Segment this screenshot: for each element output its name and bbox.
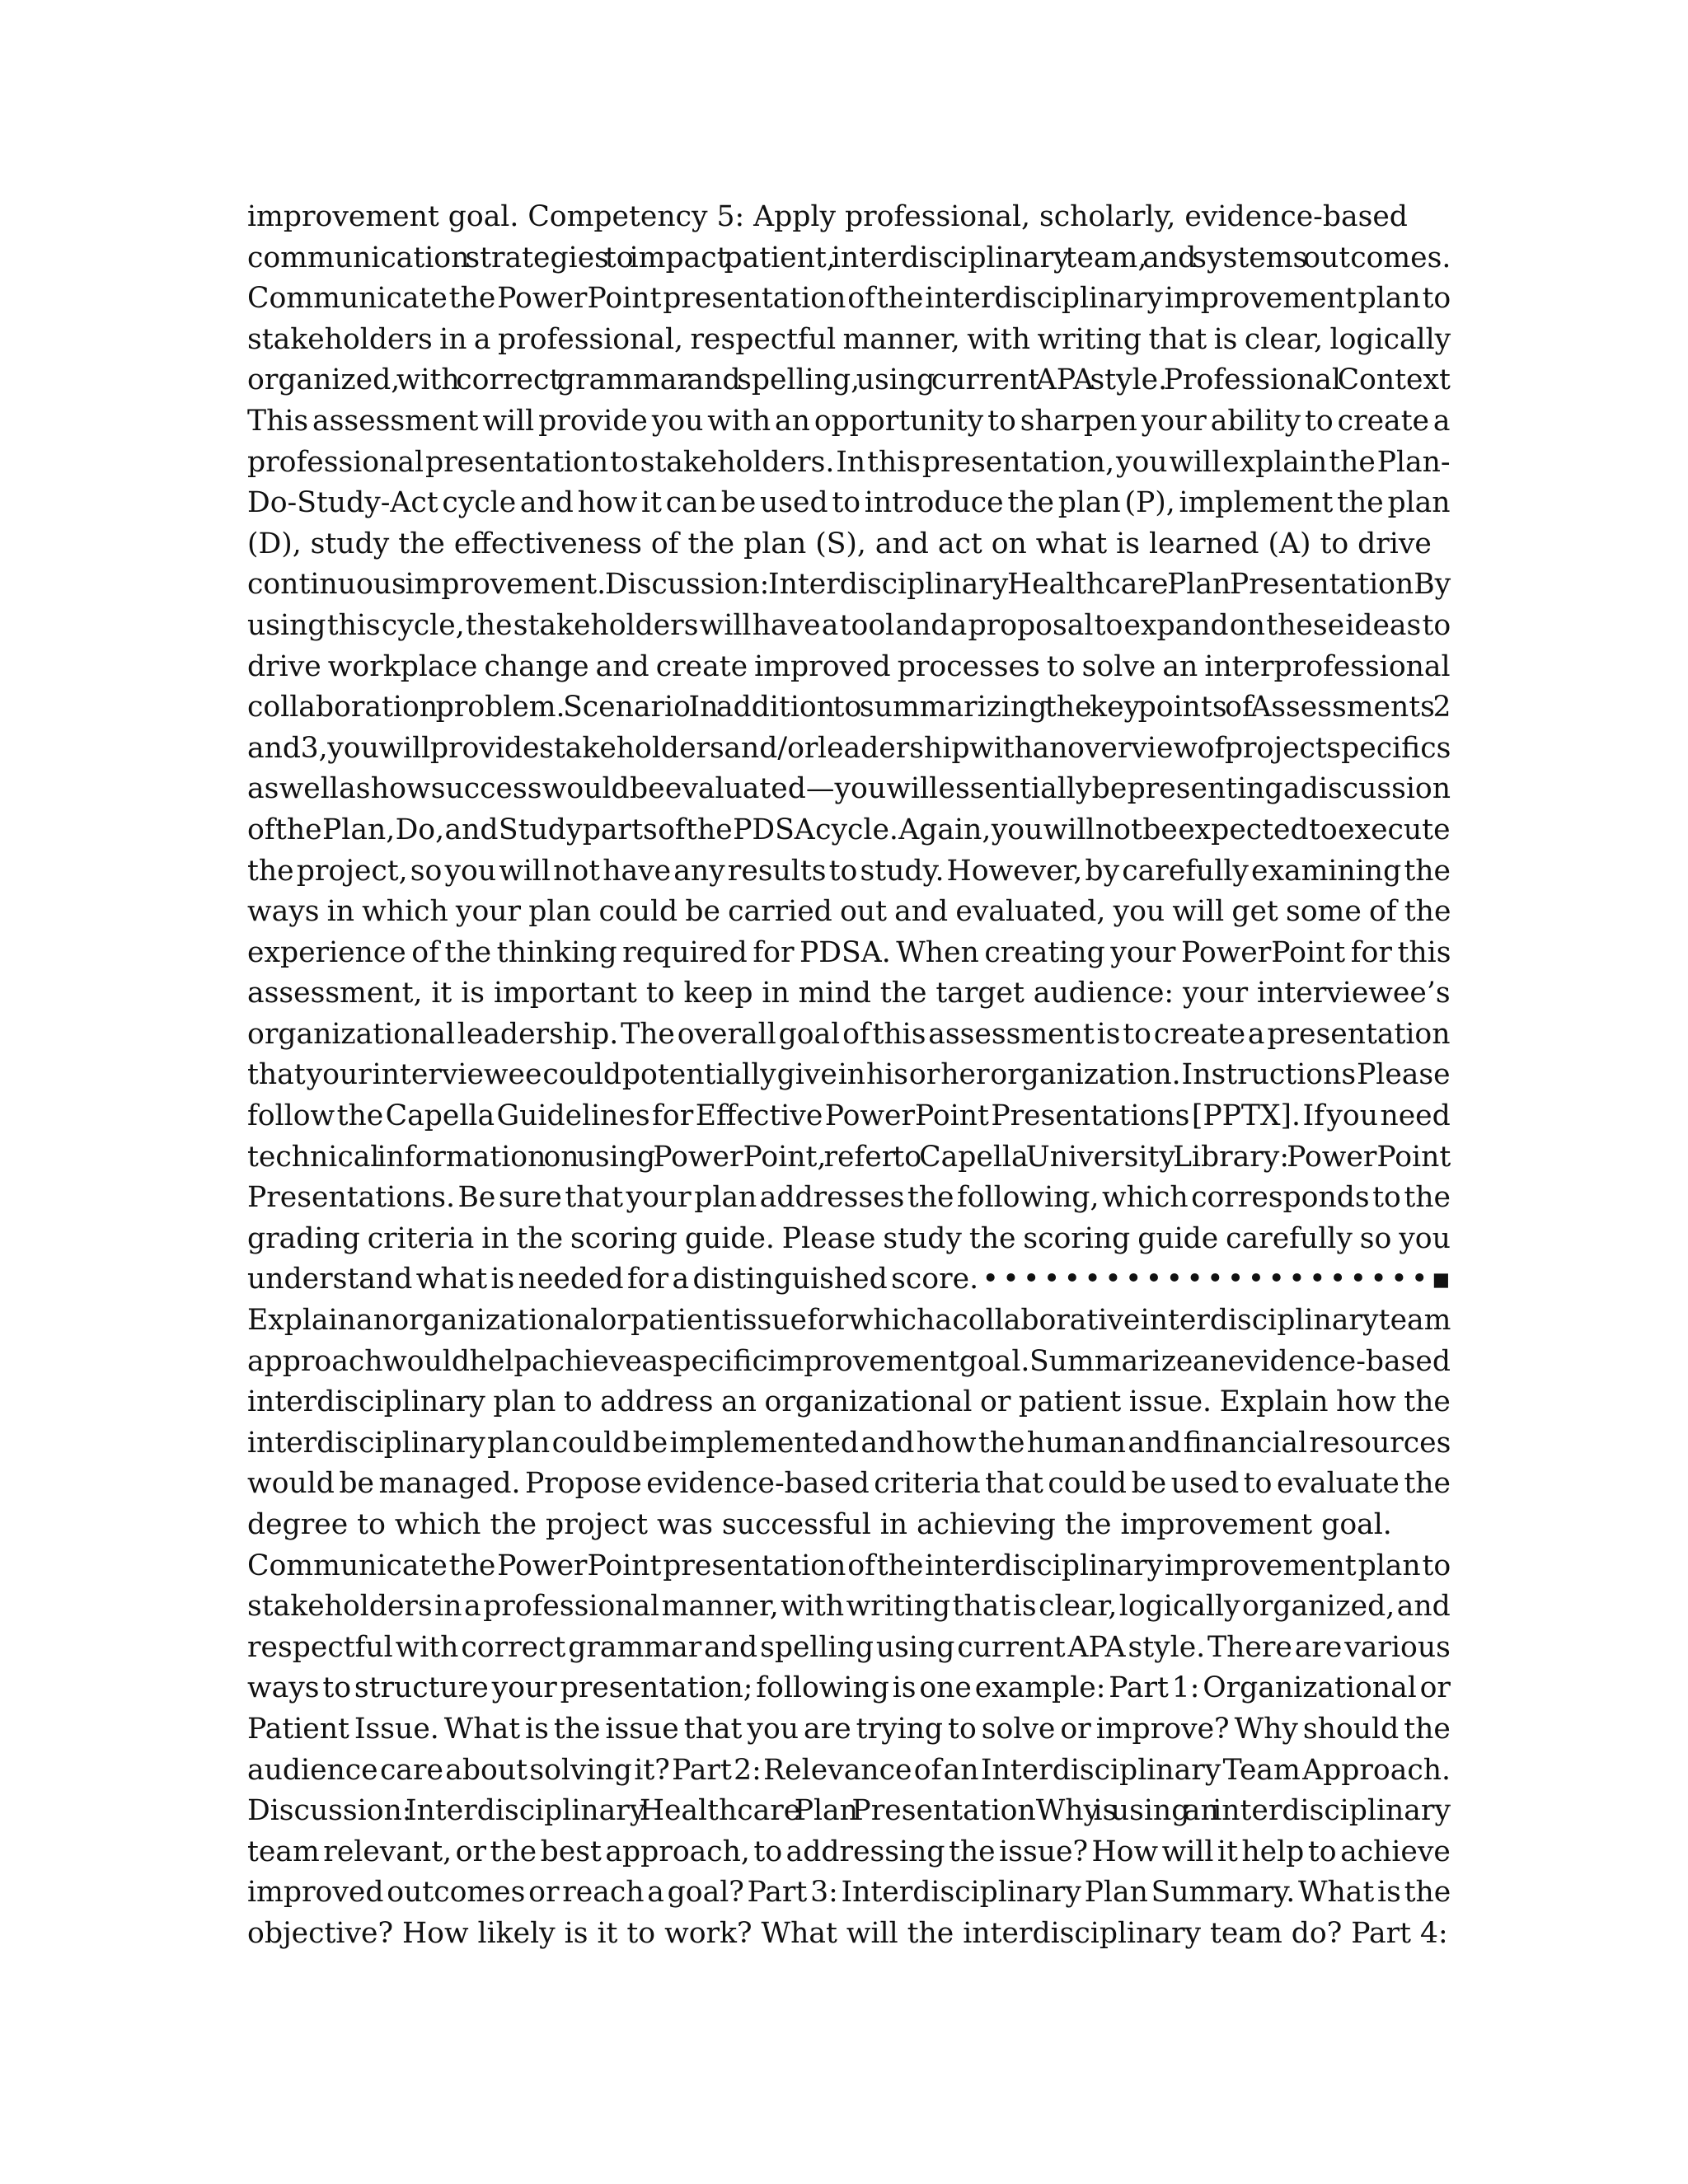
text-line: organized, with correct grammar and spelling, using current APA style. Professional Context [247, 363, 1451, 397]
text-line: Discussion: Interdisciplinary Healthcare Plan PresentationWhy is using an interdisciplinary [247, 1794, 1451, 1828]
text-line: stakeholders in a professional, respectful manner, with writing that is clear, logically [247, 322, 1451, 356]
text-line: technical information on using PowerPoint, refer to Capella University Library: PowerPoint [247, 1140, 1451, 1174]
text-line: Do-Study-Act cycle and how it can be used to introduce the plan (P), implement the plan [247, 486, 1451, 520]
text-line: Explain an organizational or patient issue for which a collaborative interdisciplinary team [247, 1304, 1451, 1338]
text-line: improved outcomes or reach a goal? Part 3: Interdisciplinary Plan Summary. What is the [247, 1876, 1451, 1910]
text-line: the project, so you will not have any results to study. However, by carefully examining the [247, 854, 1451, 888]
text-line: degree to which the project was successful in achieving the improvement goal. [247, 1508, 1392, 1541]
text-line: stakeholders in a professional manner, with writing that is clear, logically organized, and [247, 1590, 1451, 1624]
text-line: ways in which your plan could be carried out and evaluated, you will get some of the [247, 895, 1451, 929]
text-line: understand what is needed for a distinguished score. • • • • • • • • • • • • • • • • • • • • • • ▪ [247, 1263, 1451, 1296]
text-line: respectful with correct grammar and spelling using current APA style. There are various [247, 1630, 1451, 1664]
text-line: would be managed. Propose evidence-based criteria that could be used to evaluate the [247, 1467, 1451, 1501]
text-line: improvement goal. Competency 5: Apply professional, scholarly, evidence-based [247, 200, 1408, 233]
text-line: interdisciplinary plan to address an organizational or patient issue. Explain how the [247, 1385, 1451, 1419]
body-text [247, 197, 1451, 1955]
text-line: experience of the thinking required for PDSA. When creating your PowerPoint for this [247, 935, 1451, 969]
text-line: approach would help achieve a specific improvement goal. Summarize an evidence-based [247, 1344, 1451, 1378]
text-line: (D), study the effectiveness of the plan (S), and act on what is learned (A) to drive [247, 527, 1432, 560]
text-line: ways to structure your presentation; following is one example: Part 1: Organizational or [247, 1671, 1451, 1705]
text-line: objective? How likely is it to work? What will the interdisciplinary team do? Part 4: [247, 1916, 1448, 1950]
text-line: Communicate the PowerPoint presentation of the interdisciplinary improvement plan to [247, 1549, 1451, 1582]
text-line: continuous improvement. Discussion: Interdisciplinary Healthcare Plan PresentationBy [247, 568, 1451, 602]
text-line: drive workplace change and create improved processes to solve an interprofessional [247, 649, 1451, 683]
text-line: grading criteria in the scoring guide. Please study the scoring guide carefully so you [247, 1221, 1451, 1255]
text-line: follow the Capella Guidelines for Effective PowerPoint Presentations [PPTX]. If you need [247, 1099, 1451, 1133]
text-line: of the Plan, Do, and Study parts of the PDSA cycle. Again, you will not be expected to execute [247, 813, 1451, 846]
text-line: and 3, you will provide stakeholders and/or leadership with an overview of project specifics [247, 731, 1451, 765]
text-line: assessment, it is important to keep in mind the target audience: your interviewee’s [247, 977, 1451, 1010]
text-line: using this cycle, the stakeholders will have a tool and a proposal to expand on these ideas to [247, 608, 1451, 642]
text-line: Patient Issue. What is the issue that you are trying to solve or improve? Why should the [247, 1712, 1451, 1746]
text-line: collaboration problem. Scenario In addition to summarizing the key points of Assessments 2 [247, 691, 1451, 724]
text-line: team relevant, or the best approach, to addressing the issue? How will it help to achieve [247, 1835, 1451, 1868]
text-line: professional presentation to stakeholders. In this presentation, you will explain the Plan- [247, 445, 1451, 479]
text-line: organizational leadership. The overall goal of this assessment is to create a presentation [247, 1017, 1451, 1051]
text-line: interdisciplinary plan could be implemented and how the human and financial resources [247, 1426, 1451, 1460]
text-line: communication strategies to impact patient, interdisciplinary team, and systems outcomes. [247, 241, 1451, 274]
text-line: that your interviewee could potentially give in his or her organization. Instructions Please [247, 1058, 1451, 1092]
text-line: as well as how success would be evaluated—you will essentially be presenting a discussion [247, 772, 1451, 806]
text-line: This assessment will provide you with an opportunity to sharpen your ability to create a [247, 404, 1451, 438]
text-line: audience care about solving it? Part 2: Relevance of an Interdisciplinary Team Approach. [247, 1753, 1451, 1787]
text-line: Presentations. Be sure that your plan addresses the following, which corresponds to the [247, 1181, 1451, 1215]
text-line: Communicate the PowerPoint presentation of the interdisciplinary improvement plan to [247, 282, 1451, 316]
